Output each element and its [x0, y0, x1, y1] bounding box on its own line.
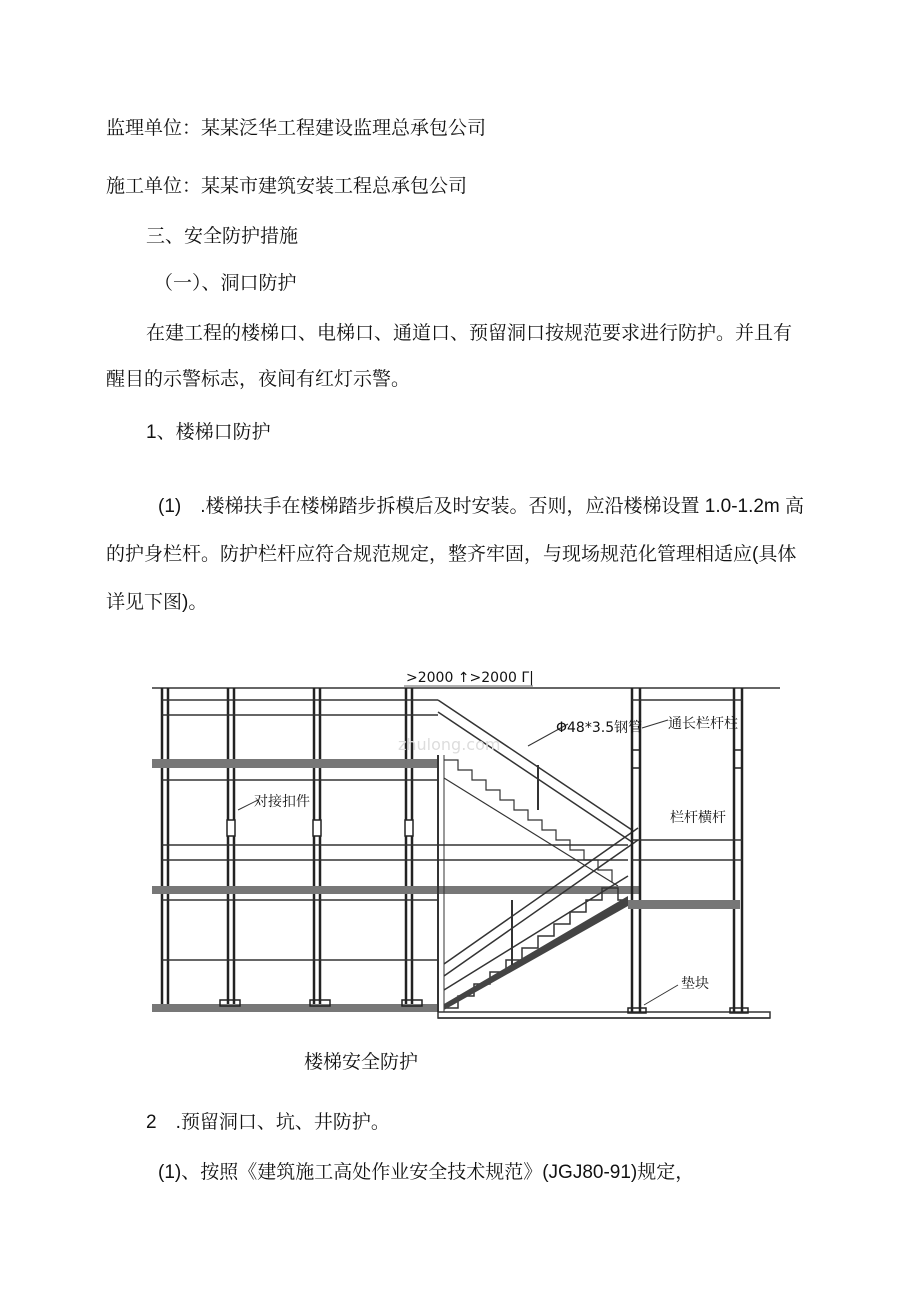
item1-sub-line-1: (1) .楼梯扶手在楼梯踏步拆模后及时安装。否则，应沿楼梯设置 1.0-1.2m 高	[158, 496, 805, 517]
coupler-label: 对接扣件	[254, 794, 310, 810]
paragraph-line-1: 在建工程的楼梯口、电梯口、通道口、预留洞口按规范要求进行防护。并且有	[146, 322, 793, 344]
subsection-heading: （一）、洞口防护	[154, 272, 297, 294]
figure-caption: 楼梯安全防护	[304, 1052, 419, 1073]
supervision-unit: 监理单位：某某泛华工程建设监理总承包公司	[106, 117, 487, 139]
stair-safety-diagram	[148, 660, 780, 1070]
pad-label: 垫块	[681, 976, 709, 992]
lower-stair	[444, 828, 638, 1010]
item1-sub-line-2: 的护身栏杆。防护栏杆应符合规范规定，整齐牢固，与现场规范化管理相适应(具体	[106, 544, 797, 565]
item2-heading: 2 .预留洞口、坑、井防护。	[146, 1112, 390, 1133]
paragraph-line-2: 醒目的示警标志，夜间有红灯示警。	[106, 368, 411, 390]
section-heading: 三、安全防护措施	[146, 225, 299, 247]
pipe-label: Φ48*3.5钢管	[556, 720, 643, 736]
right-scaffold	[632, 688, 742, 1012]
item2-sub-line-1: (1)、按照《建筑施工高处作业安全技术规范》(JGJ80-91)规定，	[158, 1162, 695, 1183]
item1-heading: 1、楼梯口防护	[146, 422, 271, 443]
dimension-label: >2000 ↑>2000 Γ|	[406, 670, 534, 686]
rail-label: 栏杆横杆	[670, 810, 726, 826]
right-slab	[628, 900, 740, 909]
post-label: 通长栏杆柱	[668, 716, 738, 732]
item1-sub-line-3: 详见下图)。	[106, 592, 208, 613]
watermark-text: zhulong.com	[398, 735, 501, 754]
floor-slabs	[152, 755, 770, 1018]
construction-unit: 施工单位：某某市建筑安装工程总承包公司	[106, 175, 468, 197]
